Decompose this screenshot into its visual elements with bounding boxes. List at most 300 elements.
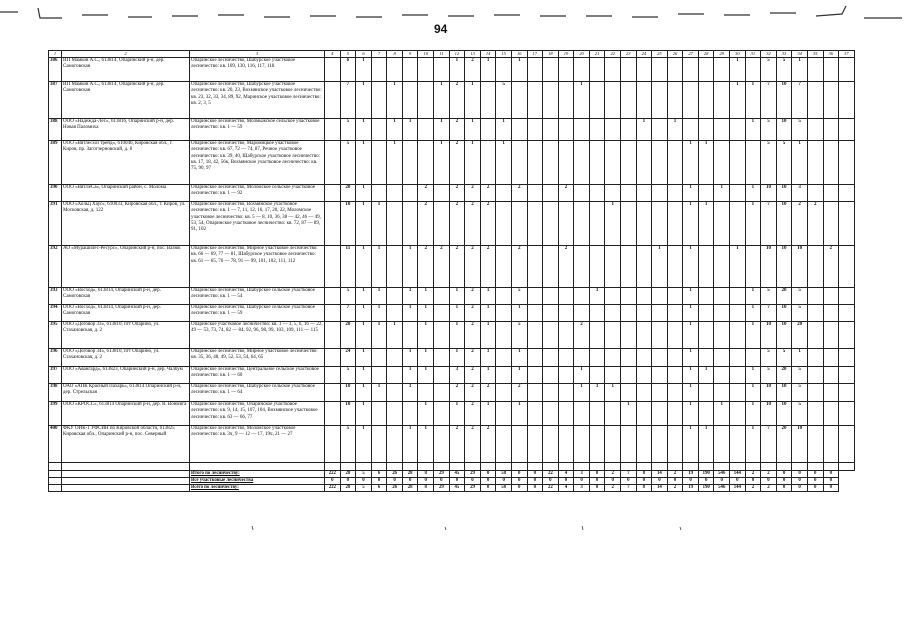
value-cell	[620, 305, 636, 322]
total-value-cell: 28	[340, 485, 356, 492]
column-number-cell: 31	[745, 51, 761, 58]
value-cell	[371, 426, 387, 463]
value-cell: 7	[761, 82, 777, 119]
value-cell	[636, 82, 652, 119]
value-cell	[434, 426, 450, 463]
totals-label-cell: Итого по лесничеству:	[190, 471, 325, 478]
organization-cell: ООО «Авангард», 613823, Опаринский р-н, дер. Чалбум	[62, 367, 190, 384]
value-cell	[652, 322, 668, 349]
empty-cell	[839, 463, 855, 471]
value-cell	[402, 202, 418, 246]
value-cell: 2	[558, 246, 574, 288]
value-cell	[387, 367, 403, 384]
total-value-cell: 0	[558, 478, 574, 485]
total-value-cell: 2	[667, 471, 683, 478]
total-value-cell: 5	[356, 471, 372, 478]
value-cell	[574, 58, 590, 82]
value-cell	[839, 82, 855, 119]
spacer-row	[49, 463, 855, 471]
value-cell: 1	[402, 246, 418, 288]
value-cell	[620, 288, 636, 305]
value-cell	[434, 322, 450, 349]
empty-cell	[434, 463, 450, 471]
value-cell: 2	[418, 202, 434, 246]
value-cell: 1	[449, 305, 465, 322]
value-cell	[558, 82, 574, 119]
value-cell	[714, 119, 730, 141]
total-value-cell: 0	[589, 478, 605, 485]
total-value-cell: 0	[449, 478, 465, 485]
value-cell	[605, 185, 621, 202]
total-value-cell: 4	[558, 485, 574, 492]
value-cell	[823, 202, 839, 246]
value-cell	[620, 82, 636, 119]
total-value-cell: 144	[730, 485, 746, 492]
value-cell	[558, 384, 574, 402]
value-cell: 1	[683, 185, 699, 202]
organization-cell: ООО «Хольц Хаус», 610033, Кировская обл., г. Киров, ул. Московская, д. 122	[62, 202, 190, 246]
value-cell	[371, 141, 387, 185]
value-cell	[823, 119, 839, 141]
value-cell	[683, 119, 699, 141]
value-cell	[714, 58, 730, 82]
value-cell: 20	[776, 288, 792, 305]
value-cell: 1	[356, 58, 372, 82]
value-cell: 1	[792, 141, 808, 185]
forest-area-cell: Опаринское лесничество, Шабурское участковое лесничество: кв. 109, 130, 116, 117, 118	[190, 58, 325, 82]
total-value-cell: 26	[387, 485, 403, 492]
value-cell: 20	[792, 322, 808, 349]
total-value-cell: 0	[340, 478, 356, 485]
forest-area-cell: Опаринское лесничество, Шабурское сельское участковое лесничество: кв. 1 — 59	[190, 305, 325, 322]
value-cell: 1	[356, 367, 372, 384]
total-value-cell: 45	[449, 485, 465, 492]
empty-cell	[683, 463, 699, 471]
value-cell	[496, 305, 512, 322]
total-value-cell: 7	[620, 485, 636, 492]
empty-cell	[62, 478, 190, 485]
value-cell: 20	[776, 367, 792, 384]
value-cell: 1	[418, 426, 434, 463]
value-cell: 3	[449, 367, 465, 384]
table-row	[49, 322, 855, 349]
value-cell: 1	[356, 185, 372, 202]
value-cell	[714, 82, 730, 119]
total-value-cell: 19	[683, 485, 699, 492]
column-number-cell: 19	[558, 51, 574, 58]
column-number-cell: 27	[683, 51, 699, 58]
value-cell: 1	[683, 426, 699, 463]
value-cell	[714, 322, 730, 349]
value-cell	[807, 305, 823, 322]
value-cell	[589, 402, 605, 426]
value-cell	[527, 202, 543, 246]
value-cell	[589, 246, 605, 288]
row-number-cell: 386	[49, 58, 62, 82]
value-cell	[543, 402, 559, 426]
value-cell	[543, 246, 559, 288]
value-cell	[698, 185, 714, 202]
total-value-cell: 0	[776, 485, 792, 492]
value-cell	[589, 305, 605, 322]
column-number-cell: 18	[543, 51, 559, 58]
value-cell	[652, 367, 668, 384]
value-cell	[605, 402, 621, 426]
value-cell: 1	[745, 202, 761, 246]
total-value-cell: 0	[496, 478, 512, 485]
value-cell	[714, 141, 730, 185]
column-number-cell: 28	[698, 51, 714, 58]
empty-cell	[620, 463, 636, 471]
forest-area-cell: Опаринское лесничество, Мирное участковое лесничество: кв. 66 — 69, 77 — 81, Шабурское участковое лесничество: кв. 61 — 65, 76 — 78, 91 — 99, 101, 102, 111, 112	[190, 246, 325, 288]
value-cell	[745, 349, 761, 367]
value-cell: 1	[745, 426, 761, 463]
value-cell	[667, 305, 683, 322]
value-cell: 1	[371, 202, 387, 246]
value-cell: 1	[356, 305, 372, 322]
value-cell	[839, 246, 855, 288]
value-cell	[605, 367, 621, 384]
value-cell	[807, 246, 823, 288]
value-cell	[496, 246, 512, 288]
total-value-cell: 222	[325, 485, 341, 492]
value-cell	[496, 202, 512, 246]
value-cell	[730, 322, 746, 349]
value-cell	[620, 185, 636, 202]
value-cell: 2	[465, 322, 481, 349]
value-cell: 10	[792, 246, 808, 288]
value-cell: 10	[340, 402, 356, 426]
total-value-cell: 0	[511, 478, 527, 485]
value-cell: 1	[356, 141, 372, 185]
total-value-cell: 0	[527, 471, 543, 478]
value-cell: 10	[761, 322, 777, 349]
organization-cell: ФКУ ОИК-1 УФСИН по Кировской области, 613825 Кировская обл., Опаринский р-н, пос. Северный	[62, 426, 190, 463]
value-cell: 1	[387, 322, 403, 349]
scanned-page-top-edge	[0, 0, 905, 26]
value-cell	[839, 119, 855, 141]
value-cell	[620, 58, 636, 82]
total-value-cell: 0	[636, 478, 652, 485]
row-number-cell: 393	[49, 288, 62, 305]
value-cell: 7	[761, 426, 777, 463]
total-value-cell: 0	[807, 471, 823, 478]
value-cell: 1	[667, 119, 683, 141]
organization-cell: ООО «Договор 33», 613810, пгт Опарино, ул. Стахановская, д. 2	[62, 322, 190, 349]
value-cell	[839, 402, 855, 426]
empty-cell	[574, 463, 590, 471]
value-cell	[434, 349, 450, 367]
value-cell: 1	[605, 202, 621, 246]
value-cell	[371, 82, 387, 119]
value-cell: 7	[340, 82, 356, 119]
total-value-cell: 2	[667, 485, 683, 492]
total-value-cell: 6	[371, 485, 387, 492]
value-cell	[543, 202, 559, 246]
value-cell	[636, 367, 652, 384]
value-cell	[589, 202, 605, 246]
value-cell	[620, 367, 636, 384]
value-cell: 1	[714, 402, 730, 426]
value-cell	[574, 426, 590, 463]
value-cell: 2	[465, 402, 481, 426]
totals-row	[49, 478, 855, 485]
value-cell	[807, 82, 823, 119]
value-cell: 1	[511, 305, 527, 322]
value-cell	[402, 141, 418, 185]
empty-cell	[605, 463, 621, 471]
value-cell	[636, 246, 652, 288]
value-cell	[730, 384, 746, 402]
total-value-cell: 26	[387, 471, 403, 478]
value-cell: 2	[792, 202, 808, 246]
value-cell: 2	[449, 141, 465, 185]
column-number-cell: 26	[667, 51, 683, 58]
value-cell: 1	[698, 141, 714, 185]
value-cell: 1	[511, 402, 527, 426]
value-cell	[558, 202, 574, 246]
value-cell: 2	[465, 384, 481, 402]
forest-area-cell: Опаринское лесничество, Опаринское участковое лесничество: кв. 9, 14, 15, 107, 104, Вохмянское участковое лесничество: кв. 63 — 66, 77	[190, 402, 325, 426]
value-cell: 2	[807, 202, 823, 246]
value-cell: 5	[761, 58, 777, 82]
value-cell	[496, 185, 512, 202]
value-cell	[434, 305, 450, 322]
value-cell	[714, 367, 730, 384]
value-cell	[652, 82, 668, 119]
value-cell: 1	[480, 305, 496, 322]
forest-area-cell: Опаринское лесничество, Моломское сельское участковое лесничество: кв. 1 — 92	[190, 185, 325, 202]
row-number-cell: 397	[49, 367, 62, 384]
total-value-cell: 0	[480, 485, 496, 492]
value-cell	[620, 322, 636, 349]
value-cell	[496, 288, 512, 305]
value-cell: 1	[683, 322, 699, 349]
organization-cell: ОАО «АПК Красный Пахарь», 613814 Опаринский р-н, дер. Стрельская	[62, 384, 190, 402]
value-cell: 20	[340, 185, 356, 202]
value-cell	[636, 349, 652, 367]
value-cell	[496, 367, 512, 384]
value-cell	[434, 58, 450, 82]
value-cell: 5	[761, 119, 777, 141]
value-cell: 5	[340, 119, 356, 141]
value-cell: 5	[761, 349, 777, 367]
forest-area-cell: Опаринское лесничество, Центральное сельское участковое лесничество: кв. 1 — 60	[190, 367, 325, 384]
value-cell: 2	[465, 426, 481, 463]
column-number-cell: 37	[839, 51, 855, 58]
value-cell: 2	[449, 384, 465, 402]
column-number-cell: 12	[449, 51, 465, 58]
value-cell: 1	[480, 58, 496, 82]
value-cell	[839, 185, 855, 202]
value-cell	[605, 305, 621, 322]
forest-area-cell: Опаринское лесничество, Маромицкое участковое лесничество: кв. 67, 72 — 74, 87, Речное участковое лесничество: кв. 39, 40, Шабурское участковое лесничество: кв. 17, 18, 42, 56к, Вохмянское участковое лесничество: кв. 75, 90, 97	[190, 141, 325, 185]
value-cell	[698, 119, 714, 141]
total-value-cell: 0	[761, 478, 777, 485]
value-cell	[558, 141, 574, 185]
value-cell	[823, 58, 839, 82]
value-cell: 5	[792, 288, 808, 305]
value-cell	[371, 119, 387, 141]
total-value-cell: 0	[792, 471, 808, 478]
value-cell	[667, 367, 683, 384]
value-cell	[558, 288, 574, 305]
value-cell: 2	[465, 305, 481, 322]
value-cell	[730, 305, 746, 322]
total-value-cell: 0	[792, 485, 808, 492]
value-cell: 10	[761, 246, 777, 288]
empty-cell	[62, 471, 190, 478]
total-value-cell: 5	[356, 485, 372, 492]
value-cell	[434, 402, 450, 426]
total-value-cell: 0	[714, 478, 730, 485]
total-value-cell: 0	[480, 478, 496, 485]
empty-cell	[730, 463, 746, 471]
value-cell: 5	[776, 141, 792, 185]
total-value-cell: 0	[620, 478, 636, 485]
total-value-cell: 0	[527, 485, 543, 492]
table-row	[49, 426, 855, 463]
value-cell: 1	[683, 288, 699, 305]
table-row	[49, 384, 855, 402]
value-cell	[839, 141, 855, 185]
row-number-cell: 388	[49, 119, 62, 141]
value-cell: 1	[589, 384, 605, 402]
column-number-cell: 23	[620, 51, 636, 58]
empty-cell	[190, 463, 325, 471]
empty-cell	[652, 463, 668, 471]
value-cell: 7	[340, 305, 356, 322]
total-value-cell: 0	[652, 478, 668, 485]
value-cell: 1	[449, 349, 465, 367]
value-cell: 3	[792, 185, 808, 202]
value-cell: 1	[402, 384, 418, 402]
total-value-cell: 14	[652, 471, 668, 478]
value-cell: 1	[434, 82, 450, 119]
total-value-cell: 0	[589, 471, 605, 478]
organization-cell: ИП Мамков А.С., 613814, Опаринский р-н, дер. Самоговская	[62, 82, 190, 119]
table-header-row	[49, 51, 855, 58]
value-cell	[558, 349, 574, 367]
value-cell: 5	[496, 82, 512, 119]
empty-cell	[480, 463, 496, 471]
column-number-cell: 21	[589, 51, 605, 58]
value-cell: 10	[340, 202, 356, 246]
value-cell: 2	[574, 322, 590, 349]
value-cell: 2	[418, 185, 434, 202]
value-cell: 2	[465, 202, 481, 246]
total-value-cell: 0	[371, 478, 387, 485]
value-cell	[589, 426, 605, 463]
value-cell: 1	[620, 402, 636, 426]
value-cell	[434, 367, 450, 384]
value-cell	[823, 426, 839, 463]
value-cell	[807, 384, 823, 402]
value-cell	[652, 384, 668, 402]
value-cell	[371, 58, 387, 82]
value-cell: 2	[480, 185, 496, 202]
value-cell	[387, 305, 403, 322]
value-cell	[527, 119, 543, 141]
value-cell	[574, 305, 590, 322]
value-cell: 1	[745, 305, 761, 322]
value-cell	[325, 402, 341, 426]
column-number-cell: 8	[387, 51, 403, 58]
value-cell: 2	[480, 426, 496, 463]
value-cell	[839, 58, 855, 82]
row-number-cell: 390	[49, 185, 62, 202]
value-cell	[745, 141, 761, 185]
value-cell	[574, 202, 590, 246]
value-cell	[325, 367, 341, 384]
row-number-cell: 400	[49, 426, 62, 463]
value-cell	[574, 185, 590, 202]
value-cell	[418, 58, 434, 82]
column-number-cell: 2	[62, 51, 190, 58]
empty-cell	[543, 463, 559, 471]
value-cell: 10	[761, 384, 777, 402]
value-cell	[589, 367, 605, 384]
value-cell: 1	[402, 426, 418, 463]
total-value-cell: 28	[402, 485, 418, 492]
value-cell	[543, 426, 559, 463]
organization-cell: ООО «Договор 34», 613810, пгт Опарино, ул. Стахановская, д. 2	[62, 349, 190, 367]
value-cell: 2	[449, 119, 465, 141]
value-cell: 1	[402, 349, 418, 367]
total-value-cell: 45	[449, 471, 465, 478]
value-cell	[620, 119, 636, 141]
total-value-cell: 0	[807, 478, 823, 485]
value-cell: 1	[574, 384, 590, 402]
value-cell	[667, 288, 683, 305]
total-value-cell: 0	[527, 478, 543, 485]
total-value-cell: 0	[823, 485, 839, 492]
totals-row	[49, 471, 855, 478]
empty-cell	[325, 463, 341, 471]
value-cell	[636, 288, 652, 305]
total-value-cell: 0	[683, 478, 699, 485]
value-cell: 1	[402, 367, 418, 384]
value-cell	[402, 185, 418, 202]
total-value-cell: 14	[652, 485, 668, 492]
organization-cell: ООО «ВятЛеСа», Опаринский район, с. Молома	[62, 185, 190, 202]
empty-cell	[62, 463, 190, 471]
table-row	[49, 367, 855, 384]
empty-cell	[558, 463, 574, 471]
value-cell	[652, 141, 668, 185]
forest-area-cell: Опаринское лесничество, Шабурское участковое лесничество: кв. 20, 23, Вохмянское участковое лесничество: кв. 23, 32, 33, 34, 89, 92, Маринское участковое лесничество: кв. 2, 3, 5	[190, 82, 325, 119]
value-cell: 5	[776, 349, 792, 367]
value-cell	[387, 58, 403, 82]
value-cell: 20	[776, 426, 792, 463]
value-cell	[325, 349, 341, 367]
table-row	[49, 141, 855, 185]
value-cell	[527, 82, 543, 119]
value-cell: 1	[745, 402, 761, 426]
value-cell: 10	[776, 384, 792, 402]
value-cell	[325, 384, 341, 402]
total-value-cell: 190	[698, 485, 714, 492]
value-cell: 1	[745, 384, 761, 402]
value-cell: 1	[356, 82, 372, 119]
value-cell: 1	[683, 202, 699, 246]
value-cell	[418, 384, 434, 402]
value-cell	[823, 305, 839, 322]
total-value-cell: 0	[325, 478, 341, 485]
value-cell	[387, 349, 403, 367]
total-value-cell: 29	[465, 485, 481, 492]
value-cell: 2	[558, 185, 574, 202]
